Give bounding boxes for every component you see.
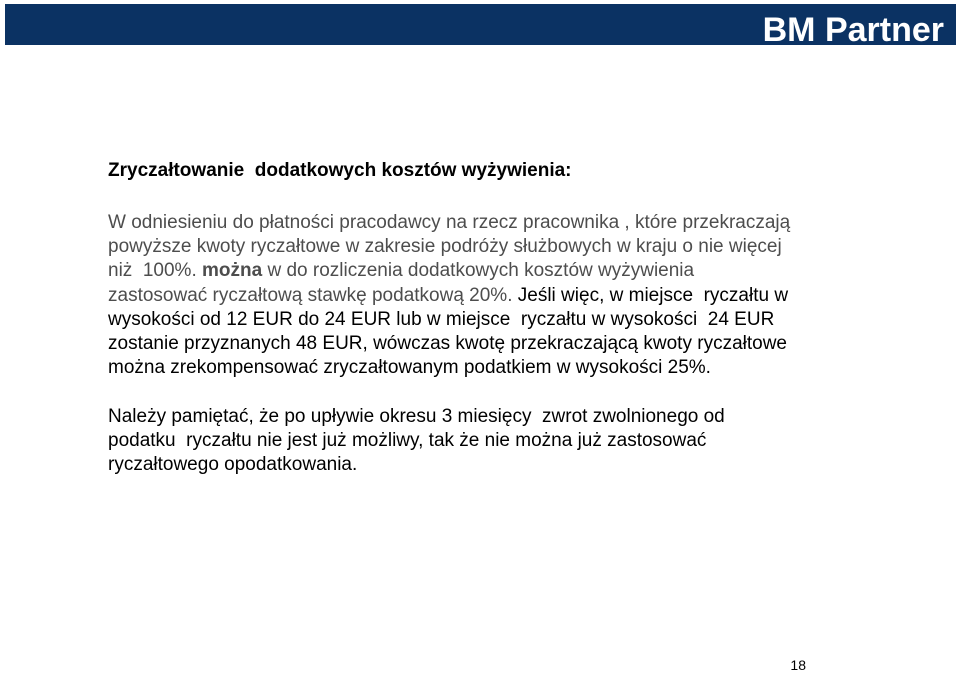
paragraph-line: Należy pamiętać, że po upływie okresu 3 miesięcy zwrot zwolnionego od	[108, 406, 725, 427]
paragraph-line: wysokości od 12 EUR do 24 EUR lub w miejsce ryczałtu w wysokości 24 EUR	[108, 308, 775, 330]
paragraph-line: podatku ryczałtu nie jest już możliwy, tak że nie można już zastosować	[108, 430, 707, 452]
page-number: 18	[790, 657, 806, 673]
emphasis-mozna: można	[202, 260, 263, 282]
brand-name: BM Partner	[762, 11, 944, 49]
paragraph-line: W odniesieniu do płatności pracodawcy na rzecz pracownika , które przekraczają	[108, 212, 791, 233]
paragraph-line: niż 100%. można w do rozliczenia dodatkowych kosztów wyżywienia	[108, 260, 695, 282]
paragraph-line: powyższe kwoty ryczałtowe w zakresie podróży służbowych w kraju o nie więcej	[108, 236, 782, 258]
paragraph-per-diem-rules	[108, 211, 790, 380]
paragraph-line: zostanie przyznanych 48 EUR, wówczas kwotę przekraczającą kwoty ryczałtowe	[108, 333, 787, 355]
paragraph-line: zastosować ryczałtową stawkę podatkową 20%. Jeśli więc, w miejsce ryczałtu w	[108, 284, 789, 306]
header-bar	[5, 4, 956, 49]
paragraph-line: ryczałtowego opodatkowania.	[108, 454, 358, 476]
slide-title: Zryczałtowanie dodatkowych kosztów wyżywienia:	[108, 160, 572, 181]
paragraph-line: można zrekompensować zryczałtowanym podatkiem w wysokości 25%.	[108, 357, 711, 379]
paragraph-three-month-limit	[108, 405, 725, 478]
